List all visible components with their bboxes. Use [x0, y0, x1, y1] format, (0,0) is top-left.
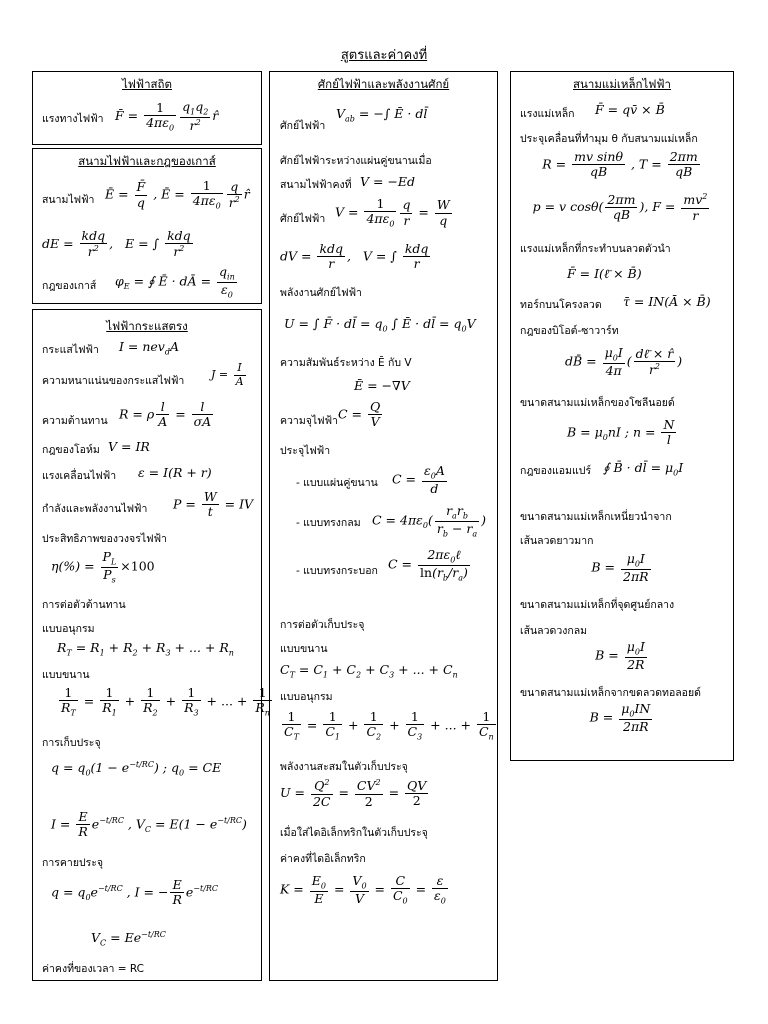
eq-coulomb: F̄ = $\frac{1}{4\pi\varepsilon_0}$ $\frac{q_1q_2}{r^2}$ r̂	[115, 99, 219, 133]
eq-parallel-resistance: $\frac{1}{R_T}$ = $\frac{1}{R_1}$ + $\frac{1}{R_2}$ + $\frac{1}{R_3}$ + ... + $\frac{1}{R_n}$	[61, 685, 270, 718]
page-title: สูตรและค่าคงที่	[340, 48, 428, 63]
eq-current: I = nev$_d$A	[119, 339, 180, 357]
eq-charging-i-v: I = $\frac{E}{R}$ $e^{-t/RC}$ , $V_C = E(1 - e^{-t/RC})$	[51, 809, 247, 840]
eq-current-density: J = $\frac{I}{A}$	[211, 361, 244, 388]
label-long-wire-a: ขนาดสนามแม่เหล็กเหนี่ยวนำจาก	[520, 511, 672, 523]
eq-cap-spherical: $C = 4\pi\varepsilon_0$( $\frac{r_ar_b}{r_b - r_a}$ )	[372, 503, 487, 539]
label-current: กระแสไฟฟ้า	[42, 344, 99, 356]
label-ampere-law: กฎของแอมแปร์	[520, 465, 592, 477]
eq-toroid: B = $\frac{\mu_0IN}{2\pi R}$	[589, 701, 651, 734]
label-force-wire: แรงแม่เหล็กที่กระทำบนลวดตัวนำ	[520, 243, 671, 255]
label-potential-2: ศักย์ไฟฟ้า	[280, 213, 326, 225]
label-efficiency: ประสิทธิภาพของวงจรไฟฟ้า	[42, 533, 167, 545]
section-electromagnetism	[510, 71, 734, 761]
eq-torque: τ̄ = IN(Ā × B̄)	[623, 294, 711, 309]
eq-electric-field: Ē = $\frac{F̄}{q}$ , Ē = $\frac{1}{4\pi\varepsilon_0}$ $\frac{q}{r^2}$ r̂	[105, 178, 250, 211]
eq-resistance: R = ρ $\frac{l}{A}$ = $\frac{l}{\sigma A}$	[119, 399, 212, 430]
label-electric-force: แรงทางไฟฟ้า	[42, 113, 104, 125]
label-parallel-plates: ศักย์ไฟฟ้าระหว่างแผ่นคู่ขนานเมื่อ	[280, 155, 432, 167]
eq-discharging-v: $V_C = Ee^{-t/RC}$	[91, 930, 166, 948]
eq-ampere: ∮ B̄ · dl̄ = $\mu_0I$	[603, 460, 684, 478]
eq-power: P = $\frac{W}{t}$ = IV	[173, 489, 254, 520]
eq-efficiency: η(%) = $\frac{P_L}{P_s}$ ×100	[51, 549, 155, 585]
label-long-wire-b: เส้นลวดยาวมาก	[520, 535, 594, 547]
eq-loop-center: B = $\frac{\mu_0I}{2R}$	[595, 639, 645, 672]
label-loop-center-b: เส้นลวดวงกลม	[520, 625, 588, 637]
eq-radius-period: R = $\frac{\text{mv sinθ}}{qB}$ , T = $\frac{2\pi m}{qB}$	[542, 149, 698, 180]
section-electrostatics	[32, 71, 262, 145]
eq-cap-parallel-plate: C = $\frac{\varepsilon_0A}{d}$	[392, 463, 445, 496]
label-torque-loop: ทอร์กบนโครงลวด	[520, 299, 602, 311]
label-series: แบบอนุกรม	[42, 623, 95, 635]
eq-gauss: $\varphi_E$ = ∮ Ē · dĀ = $\frac{q_{in}}{\varepsilon_0}$	[115, 264, 235, 300]
label-cap-series: แบบอนุกรม	[280, 691, 333, 703]
label-parallel-plate-cap: - แบบแผ่นคู่ขนาน	[296, 477, 378, 489]
label-dielectric-constant: ค่าคงที่ไดอิเล็กทริก	[280, 853, 366, 865]
eq-potential-point: V = $\frac{1}{4\pi\varepsilon_0}$ $\frac{q}{r}$ = $\frac{W}{q}$	[335, 196, 450, 229]
label-capacitor-combination: การต่อตัวเก็บประจุ	[280, 619, 365, 631]
section-heading: สนามแม่เหล็กไฟฟ้า	[573, 77, 671, 91]
label-loop-center-a: ขนาดสนามแม่เหล็กที่จุดศูนย์กลาง	[520, 599, 675, 611]
eq-series-resistance: $R_T = R_1 + R_2 + R_3$ + ... + $R_n$	[57, 640, 234, 658]
label-constant-field: สนามไฟฟ้าคงที่	[280, 179, 352, 191]
label-dielectric-insert: เมื่อใส่ไดอิเล็กทริกในตัวเก็บประจุ	[280, 827, 428, 839]
eq-stored-energy: U = $\frac{Q^2}{2C}$ = $\frac{CV^2}{2}$ = $\frac{QV}{2}$	[280, 777, 427, 809]
section-heading: ไฟฟ้ากระแสตรง	[106, 319, 188, 333]
label-time-constant: ค่าคงที่ของเวลา = RC	[42, 963, 144, 975]
label-electric-field: สนามไฟฟ้า	[42, 194, 95, 206]
eq-dielectric: K = $\frac{E_0}{E}$ = $\frac{V_0}{V}$ = $\frac{C}{C_0}$ = $\frac{\varepsilon}{\varepsilon_0}$	[280, 873, 446, 906]
label-e-v-relation: ความสัมพันธ์ระหว่าง Ē กับ V	[280, 357, 412, 369]
label-charge-angle: ประจุเคลื่อนที่ทำมุม θ กับสนามแม่เหล็ก	[520, 133, 698, 145]
label-solenoid: ขนาดสนามแม่เหล็กของโซลีนอยด์	[520, 397, 675, 409]
section-heading: ศักย์ไฟฟ้าและพลังงานศักย์	[317, 77, 450, 91]
eq-emf: ε = I(R + r)	[138, 465, 212, 480]
section-potential-energy	[269, 71, 498, 981]
section-heading: ไฟฟ้าสถิต	[122, 77, 172, 91]
eq-capacitance: C = $\frac{Q}{V}$	[338, 399, 381, 430]
label-power: กำลังและพลังงานไฟฟ้า	[42, 503, 148, 515]
label-magnetic-force: แรงแม่เหล็ก	[520, 108, 575, 120]
eq-force-wire: F̄ = I(ℓ̄ × B̄)	[567, 266, 642, 281]
eq-discharging-q-i: $q = q_0e^{-t/RC}$ , I = − $\frac{E}{R}$ $e^{-t/RC}$	[51, 877, 219, 908]
label-stored-energy: พลังงานสะสมในตัวเก็บประจุ	[280, 761, 408, 773]
eq-solenoid: $B = \mu_0nI$ ; n = $\frac{N}{l}$	[567, 417, 675, 448]
eq-cap-series: $\frac{1}{C_T}$ = $\frac{1}{C_1}$ + $\frac{1}{C_2}$ + $\frac{1}{C_3}$ + ... + $\frac{1}{C_n}$	[284, 709, 494, 742]
label-capacitor: ประจุไฟฟ้า	[280, 445, 331, 457]
label-biot-savart: กฎของบิโอต์-ซาวาร์ท	[520, 325, 619, 337]
eq-pitch-force: p = v cosθ( $\frac{2\pi m}{qB}$ ), F = $\frac{mv^2}{r}$	[532, 191, 708, 223]
section-electric-field-gauss	[32, 148, 262, 304]
eq-v-ed: V = −Ed	[360, 174, 416, 189]
label-gauss-law: กฎของเกาส์	[42, 280, 97, 292]
label-discharging: การคายประจุ	[42, 857, 104, 869]
label-charging: การเก็บประจุ	[42, 737, 101, 749]
label-cylindrical-cap: - แบบทรงกระบอก	[296, 565, 378, 577]
eq-de: dE = $\frac{\text{kdq}}{r^2}$ , E = ∫ $\frac{\text{kdq}}{r^2}$	[42, 228, 191, 260]
label-potential-energy: พลังงานศักย์ไฟฟ้า	[280, 287, 362, 299]
label-potential: ศักย์ไฟฟ้า	[280, 120, 326, 132]
label-resistance: ความต้านทาน	[42, 415, 108, 427]
eq-biot-savart: dB̄ = $\frac{\mu_0I}{4\pi}$ ( $\frac{\text{dℓ̄ × r̂}}{r^2}$ )	[565, 345, 683, 378]
section-heading: สนามไฟฟ้าและกฎของเกาส์	[78, 154, 216, 168]
eq-gradient: Ē = −∇̄V	[354, 378, 410, 393]
eq-potential-integral: $V_{ab}$ = −∫ Ē · dl̄	[336, 106, 428, 124]
label-capacitance: ความจุไฟฟ้า	[280, 415, 338, 427]
eq-charging-q: $q = q_0(1 - e^{-t/RC})$ ; $q_0$ = CE	[51, 760, 222, 778]
eq-cap-parallel: $C_T = C_1 + C_2 + C_3$ + ... + $C_n$	[280, 662, 458, 680]
eq-dv: dV = $\frac{\text{kdq}}{r}$ , V = ∫ $\frac{\text{kdq}}{r}$	[280, 241, 429, 272]
eq-cap-cylindrical: C = $\frac{2\pi\varepsilon_0\ell}{\ln(r_b/r_a)}$	[388, 547, 468, 583]
eq-ohm: V = IR	[108, 439, 150, 454]
label-emf: แรงเคลื่อนไฟฟ้า	[42, 470, 117, 482]
eq-potential-energy: U = ∫ F̄ · dl̄ = $q_0$ ∫ Ē · dl̄ = $q_0V$	[284, 316, 476, 334]
label-parallel: แบบขนาน	[42, 669, 90, 681]
label-cap-parallel: แบบขนาน	[280, 643, 328, 655]
label-ohms-law: กฎของโอห์ม	[42, 444, 100, 456]
label-current-density: ความหนาแน่นของกระแสไฟฟ้า	[42, 375, 185, 387]
eq-lorentz: F̄ = qv̄ × B̄	[595, 102, 665, 117]
label-spherical-cap: - แบบทรงกลม	[296, 517, 361, 529]
section-direct-current	[32, 309, 270, 981]
label-toroid: ขนาดสนามแม่เหล็กจากขดลวดทอลอยด์	[520, 687, 701, 699]
label-resistor-combination: การต่อตัวต้านทาน	[42, 599, 126, 611]
eq-long-wire: B = $\frac{\mu_0I}{2\pi R}$	[591, 551, 649, 584]
